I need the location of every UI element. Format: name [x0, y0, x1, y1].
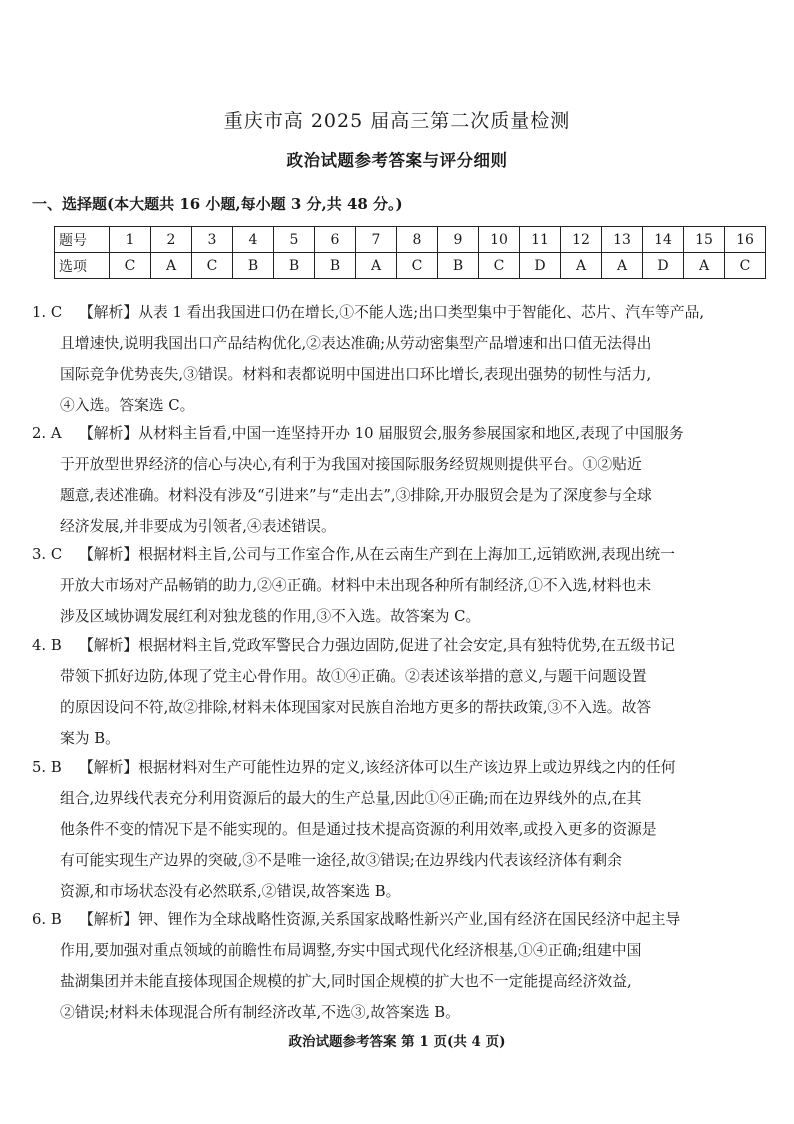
- explanation-line: 经济发展,并非要成为引领者,④表述错误。: [60, 518, 336, 535]
- question-label: 4. B: [32, 637, 62, 654]
- explanation-line: 有可能实现生产边界的突破,③不是唯一途径,故③错误;在边界线内代表该经济体有剩余: [60, 852, 622, 869]
- question-number: 16: [725, 227, 766, 253]
- answer-table: [54, 226, 766, 279]
- explanation-line: ②错误;材料未体现混合所有制经济改革,不选③,故答案选 B。: [60, 1004, 460, 1021]
- answer-explanation-q4: [32, 630, 760, 754]
- page-title: 重庆市高 2025 届高三第二次质量检测: [223, 110, 571, 132]
- explanation-line: 【解析】从材料主旨看,中国一连坚持开办 10 届服贸会,服务参展国家和地区,表现了中国服务: [79, 425, 684, 442]
- explanation-line: 且增速快,说明我国出口产品结构优化,②表达准确;从劳动密集型产品增速和出口值无法得出: [60, 335, 652, 352]
- question-label: 3. C: [32, 546, 63, 563]
- question-number: 15: [684, 227, 725, 253]
- answer-explanation-q6: [32, 904, 760, 1028]
- answer-option: B: [274, 253, 315, 279]
- answer-option: D: [520, 253, 561, 279]
- question-label: 1. C: [32, 304, 63, 321]
- explanation-line: 【解析】根据材料对生产可能性边界的定义,该经济体可以生产该边界上或边界线之内的任何: [79, 759, 676, 776]
- question-number: 9: [438, 227, 479, 253]
- explanation-line: 他条件不变的情况下是不能实现的。但是通过技术提高资源的利用效率,或投入更多的资源是: [60, 821, 657, 838]
- answer-explanation-q3: [32, 539, 760, 632]
- page-subtitle: 政治试题参考答案与评分细则: [286, 151, 508, 170]
- answer-option: D: [643, 253, 684, 279]
- explanation-line: 开放大市场对产品畅销的助力,②④正确。材料中未出现各种所有制经济,①不入选,材料也未: [60, 577, 652, 594]
- question-number: 4: [233, 227, 274, 253]
- question-label: 5. B: [32, 759, 62, 776]
- explanation-line: 【解析】从表 1 看出我国进口仍在增长,①不能人选;出口类型集中于智能化、芯片、汽车等产品,: [79, 304, 705, 321]
- answer-option: C: [110, 253, 151, 279]
- explanation-line: 案为 B。: [60, 730, 120, 747]
- explanation-line: 于开放型世界经济的信心与决心,有利于为我国对接国际服务经贸规则提供平台。①②贴近: [60, 456, 642, 473]
- explanation-line: 的原因设问不符,故②排除,材料未体现国家对民族自治地方更多的帮扶政策,③不入选。故答: [60, 699, 652, 716]
- question-label: 6. B: [32, 911, 62, 928]
- question-number: 2: [151, 227, 192, 253]
- answer-explanation-q2: [32, 418, 760, 542]
- explanation-line: 【解析】钾、锂作为全球战略性资源,关系国家战略性新兴产业,国有经济在国民经济中起主导: [79, 911, 681, 928]
- answer-table-number-row: [55, 227, 766, 253]
- explanation-line: 国际竞争优势丧失,③错误。材料和表都说明中国进出口环比增长,表现出强势的韧性与活力,: [60, 366, 652, 383]
- question-number: 3: [192, 227, 233, 253]
- question-number: 11: [520, 227, 561, 253]
- answer-option: B: [438, 253, 479, 279]
- explanation-line: 【解析】根据材料主旨,公司与工作室合作,从在云南生产到在上海加工,远销欧洲,表现出统一: [79, 546, 675, 563]
- answer-option: A: [151, 253, 192, 279]
- question-number: 7: [356, 227, 397, 253]
- explanation-line: 组合,边界线代表充分利用资源后的最大的生产总量,因此①④正确;而在边界线外的点,在其: [60, 790, 642, 807]
- answer-option: C: [479, 253, 520, 279]
- question-number: 5: [274, 227, 315, 253]
- explanation-line: 带领下抓好边防,体现了党主心骨作用。故①④正确。②表述该举措的意义,与题干问题设置: [60, 668, 647, 685]
- question-number: 14: [643, 227, 684, 253]
- row-label-option: 选项: [55, 253, 110, 279]
- page-footer: 政治试题参考答案 第 1 页(共 4 页): [288, 1034, 506, 1050]
- answer-option: A: [356, 253, 397, 279]
- explanation-line: 盐湖集团并未能直接体现国企规模的扩大,同时国企规模的扩大也不一定能提高经济效益,: [60, 973, 632, 990]
- answer-option: A: [561, 253, 602, 279]
- answer-option: B: [233, 253, 274, 279]
- answer-option: C: [192, 253, 233, 279]
- explanation-line: 涉及区域协调发展红利对独龙毯的作用,③不入选。故答案为 C。: [60, 608, 481, 625]
- explanation-line: ④入选。答案选 C。: [60, 397, 195, 414]
- answer-explanation-q5: [32, 752, 760, 907]
- explanation-line: 作用,要加强对重点领域的前瞻性布局调整,夯实中国式现代化经济根基,①④正确;组建中国: [60, 942, 642, 959]
- question-number: 12: [561, 227, 602, 253]
- answer-option: C: [725, 253, 766, 279]
- explanation-line: 【解析】根据材料主旨,党政军警民合力强边固防,促进了社会安定,具有独特优势,在五级书记: [79, 637, 675, 654]
- answer-table-option-row: [55, 253, 766, 279]
- answer-explanation-q1: [32, 297, 760, 421]
- section-heading-choice: 一、选择题(本大题共 16 小题,每小题 3 分,共 48 分。): [32, 195, 403, 213]
- question-number: 10: [479, 227, 520, 253]
- question-number: 1: [110, 227, 151, 253]
- question-number: 13: [602, 227, 643, 253]
- question-number: 6: [315, 227, 356, 253]
- answer-option: A: [684, 253, 725, 279]
- row-label-number: 题号: [55, 227, 110, 253]
- explanation-line: 题意,表述准确。材料没有涉及“引进来”与“走出去”,③排除,开办服贸会是为了深度参与全球: [60, 487, 652, 504]
- question-label: 2. A: [32, 425, 62, 442]
- explanation-line: 资源,和市场状态没有必然联系,②错误,故答案选 B。: [60, 883, 401, 900]
- answer-option: B: [315, 253, 356, 279]
- answer-option: C: [397, 253, 438, 279]
- question-number: 8: [397, 227, 438, 253]
- answer-option: A: [602, 253, 643, 279]
